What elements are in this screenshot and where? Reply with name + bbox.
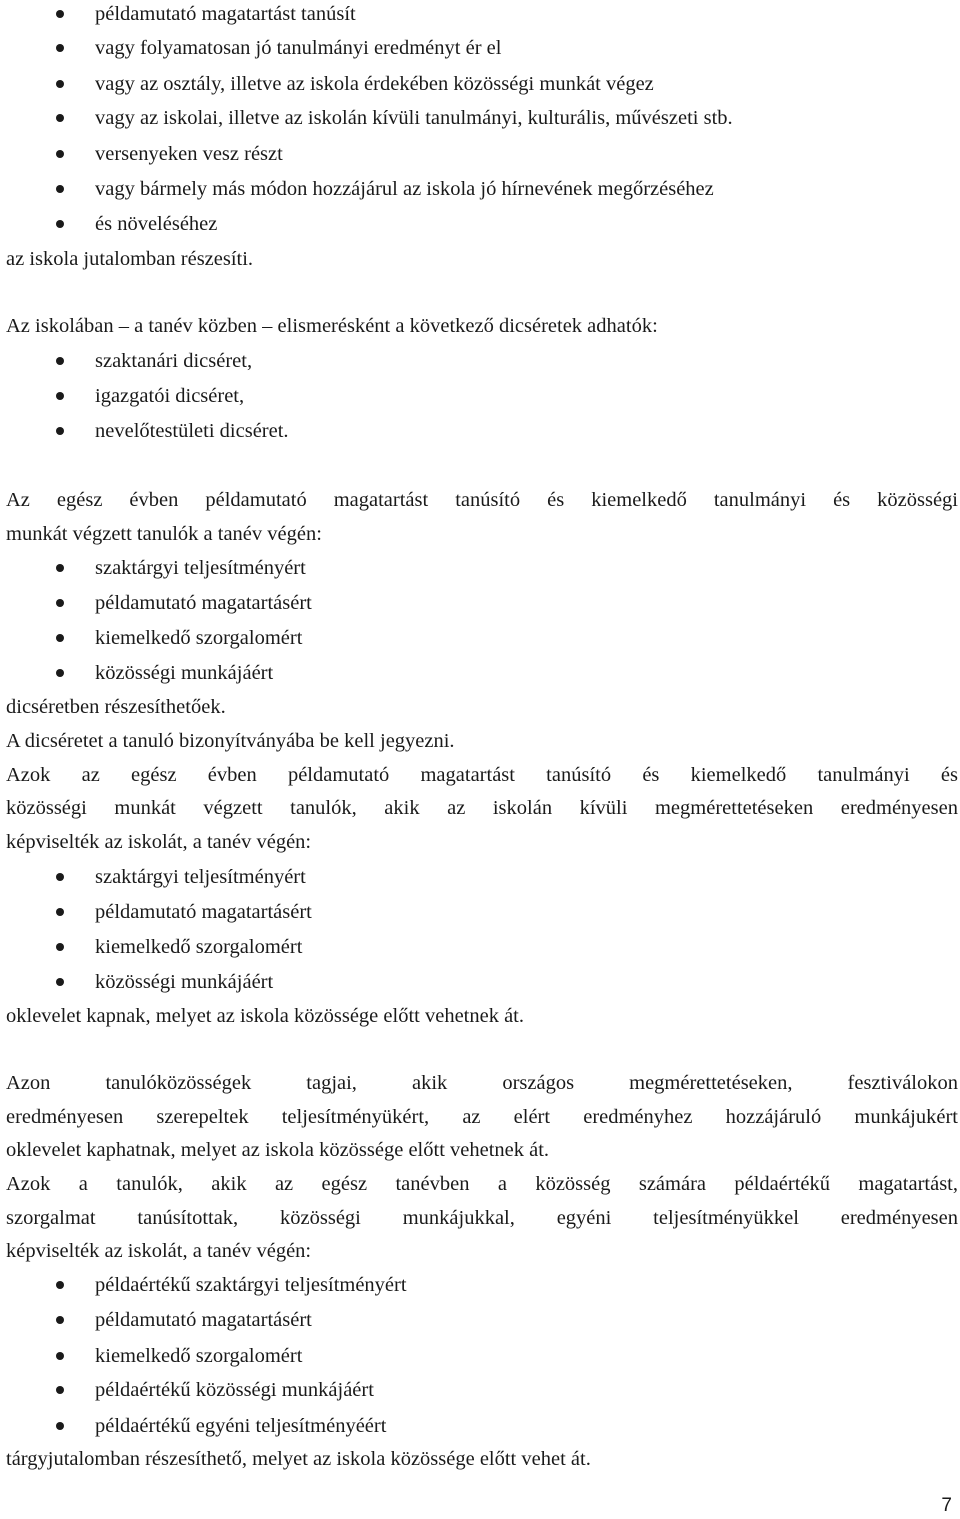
list-item: nevelőtestületi dicséret. bbox=[6, 418, 956, 444]
list-item: közösségi munkájáért bbox=[6, 969, 956, 995]
list-item: példaértékű közösségi munkájáért bbox=[6, 1377, 956, 1403]
list-item: vagy az iskolai, illetve az iskolán kívüli tanulmányi, kulturális, művészeti stb. bbox=[6, 105, 956, 131]
bullet-icon bbox=[56, 669, 64, 677]
bullet-icon bbox=[56, 185, 64, 193]
list-item: példamutató magatartásért bbox=[6, 590, 956, 616]
bullet-icon bbox=[56, 10, 64, 18]
list-item: versenyeken vesz részt bbox=[6, 141, 956, 167]
paragraph: képviselték az iskolát, a tanév végén: bbox=[6, 1240, 312, 1262]
paragraph: Az egész évben példamutató magatartást tanúsító és kiemelkedő tanulmányi és közösségi bbox=[6, 489, 958, 511]
paragraph: oklevelet kaphatnak, melyet az iskola közössége előtt vehetnek át. bbox=[6, 1139, 550, 1161]
bullet-icon bbox=[56, 1422, 64, 1430]
paragraph: Azok az egész évben példamutató magatartást tanúsító és kiemelkedő tanulmányi és bbox=[6, 764, 958, 786]
bullet-icon bbox=[56, 943, 64, 951]
bullet-icon bbox=[56, 220, 64, 228]
paragraph: Azon tanulóközösségek tagjai, akik országos megmérettetéseken, fesztiválokon bbox=[6, 1072, 958, 1094]
list-item: szaktárgyi teljesítményért bbox=[6, 555, 956, 581]
list-item: vagy az osztály, illetve az iskola érdekében közösségi munkát végez bbox=[6, 71, 956, 97]
bullet-icon bbox=[56, 873, 64, 881]
bullet-icon bbox=[56, 114, 64, 122]
bullet-icon bbox=[56, 427, 64, 435]
bullet-icon bbox=[56, 80, 64, 88]
list-item: szaktanári dicséret, bbox=[6, 348, 956, 374]
list-item: példamutató magatartásért bbox=[6, 899, 956, 925]
paragraph: tárgyjutalomban részesíthető, melyet az iskola közössége előtt vehet át. bbox=[6, 1448, 591, 1470]
bullet-icon bbox=[56, 1281, 64, 1289]
page-number: 7 bbox=[941, 1495, 952, 1516]
bullet-icon bbox=[56, 1352, 64, 1360]
paragraph: oklevelet kapnak, melyet az iskola közössége előtt vehetnek át. bbox=[6, 1005, 525, 1027]
paragraph: az iskola jutalomban részesíti. bbox=[6, 248, 254, 270]
paragraph: képviselték az iskolát, a tanév végén: bbox=[6, 831, 312, 853]
list-item: kiemelkedő szorgalomért bbox=[6, 625, 956, 651]
list-item: példamutató magatartásért bbox=[6, 1307, 956, 1333]
bullet-icon bbox=[56, 634, 64, 642]
bullet-icon bbox=[56, 978, 64, 986]
list-item: szaktárgyi teljesítményért bbox=[6, 864, 956, 890]
bullet-icon bbox=[56, 599, 64, 607]
list-item: vagy bármely más módon hozzájárul az iskola jó hírnevének megőrzéséhez bbox=[6, 176, 956, 202]
list-item: példaértékű egyéni teljesítményéért bbox=[6, 1413, 956, 1439]
paragraph: Azok a tanulók, akik az egész tanévben a közösség számára példaértékű magatartást, bbox=[6, 1173, 958, 1195]
paragraph: szorgalmat tanúsítottak, közösségi munkájukkal, egyéni teljesítményükkel eredményesen bbox=[6, 1207, 958, 1229]
paragraph: dicséretben részesíthetőek. bbox=[6, 696, 226, 718]
list-item: kiemelkedő szorgalomért bbox=[6, 1343, 956, 1369]
bullet-icon bbox=[56, 1386, 64, 1394]
bullet-icon bbox=[56, 150, 64, 158]
paragraph: munkát végzett tanulók a tanév végén: bbox=[6, 523, 322, 545]
bullet-icon bbox=[56, 908, 64, 916]
paragraph: eredményesen szerepeltek teljesítményükért, az elért eredményhez hozzájáruló munkájukért bbox=[6, 1106, 958, 1128]
paragraph: közösségi munkát végzett tanulók, akik az iskolán kívüli megmérettetéseken eredményesen bbox=[6, 797, 958, 819]
list-item: igazgatói dicséret, bbox=[6, 383, 956, 409]
paragraph: A dicséretet a tanuló bizonyítványába be kell jegyezni. bbox=[6, 730, 455, 752]
bullet-icon bbox=[56, 44, 64, 52]
list-item: kiemelkedő szorgalomért bbox=[6, 934, 956, 960]
paragraph: Az iskolában – a tanév közben – elismerésként a következő dicséretek adhatók: bbox=[6, 315, 658, 337]
bullet-icon bbox=[56, 392, 64, 400]
list-item: példamutató magatartást tanúsít bbox=[6, 1, 956, 27]
list-item: közösségi munkájáért bbox=[6, 660, 956, 686]
list-item: vagy folyamatosan jó tanulmányi eredményt ér el bbox=[6, 35, 956, 61]
list-item: és növeléséhez bbox=[6, 211, 956, 237]
bullet-icon bbox=[56, 357, 64, 365]
list-item: példaértékű szaktárgyi teljesítményért bbox=[6, 1272, 956, 1298]
bullet-icon bbox=[56, 564, 64, 572]
bullet-icon bbox=[56, 1316, 64, 1324]
